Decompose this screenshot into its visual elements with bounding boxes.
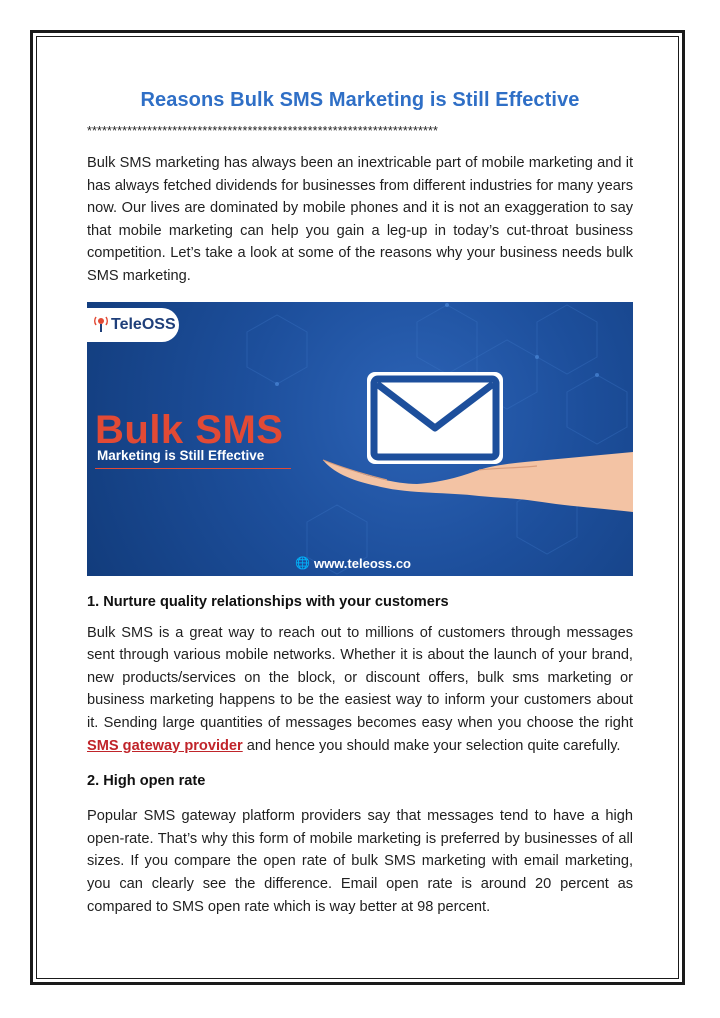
envelope-icon bbox=[367, 372, 503, 464]
globe-icon: 🌐 bbox=[295, 556, 310, 571]
section-heading-2: 2. High open rate bbox=[87, 773, 206, 790]
bulk-sms-banner-image bbox=[87, 302, 633, 576]
intro-paragraph: Bulk SMS marketing has always been an inextricable part of mobile marketing and it has always fetched dividends for businesses from different industries for many years now. Our lives are dominated by mobile phones and it is not an exaggeration to say that mobile marketing can help you gain a leg-up in today’s cut-throat business competition. Let’s take a look at some of the reasons why your business needs bulk SMS marketing. bbox=[87, 155, 633, 284]
banner-headline: Bulk SMS bbox=[95, 407, 284, 452]
teleoss-logo-text: TeleOSS bbox=[111, 315, 176, 333]
banner-url-text: www.teleoss.co bbox=[313, 555, 412, 571]
section-1-text-start: Bulk SMS is a great way to reach out to millions of customers through messages sent through various mobile networks. Whether it is about the launch of your brand, new products/services on the block, or discount offers, bulk sms marketing or business marketing happens to be the easiest way to inform your customers about it. Sending large quantities of messages becomes easy when you choose the right bbox=[87, 624, 633, 731]
sms-gateway-provider-link[interactable]: SMS gateway provider bbox=[87, 737, 243, 754]
banner-url bbox=[295, 556, 411, 571]
tower-icon bbox=[93, 315, 109, 333]
section-paragraph-2: Popular SMS gateway platform providers say that messages tend to have a high open-rate. That’s why this form of mobile marketing is preferred by businesses of all sizes. If you compare the open rate of bulk SMS marketing with email marketing, you can clearly see the difference. Email open rate is around 20 percent as compared to SMS open rate which is way better at 98 percent. bbox=[87, 808, 633, 915]
section-paragraph-1 bbox=[87, 622, 633, 758]
document-title: Reasons Bulk SMS Marketing is Still Effective bbox=[140, 89, 580, 111]
section-1-text-end: and hence you should make your selection quite carefully. bbox=[242, 737, 621, 754]
banner-subheadline: Marketing is Still Effective bbox=[97, 447, 265, 463]
document-body bbox=[87, 86, 633, 918]
teleoss-logo bbox=[87, 308, 179, 342]
section-heading-1: 1. Nurture quality relationships with your customers bbox=[87, 593, 449, 610]
banner-divider bbox=[95, 468, 291, 469]
separator-line: ********************************************************************** bbox=[87, 124, 439, 138]
